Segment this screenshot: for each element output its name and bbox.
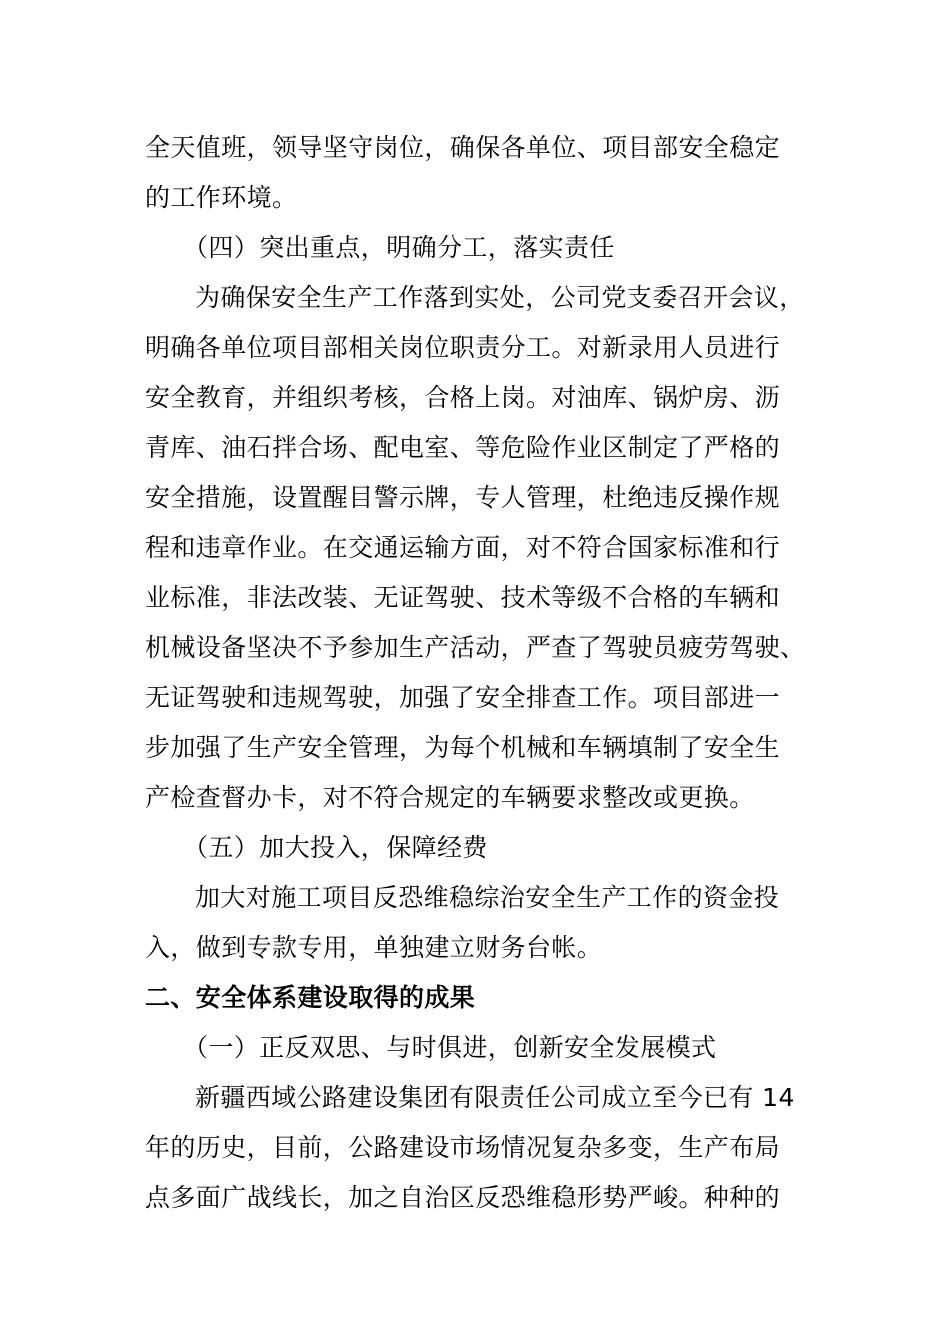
text-line: 年的历史，目前，公路建设市场情况复杂多变，生产布局 <box>145 1133 781 1162</box>
text-line: 的工作环境。 <box>145 183 298 212</box>
section-heading: （四）突出重点，明确分工，落实责任 <box>183 233 615 262</box>
text-line: 机械设备坚决不予参加生产活动，严查了驾驶员疲劳驾驶、 <box>145 633 806 662</box>
paragraph-first-line: 新疆西域公路建设集团有限责任公司成立至今已有 14 <box>195 1083 795 1112</box>
text-line: 无证驾驶和违规驾驶，加强了安全排查工作。项目部进一 <box>145 683 781 712</box>
text-line: 安全措施，设置醒目警示牌，专人管理，杜绝违反操作规 <box>145 483 781 512</box>
section-heading: （五）加大投入，保障经费 <box>183 833 488 862</box>
section-heading: （一）正反双思、与时俱进，创新安全发展模式 <box>183 1033 717 1062</box>
text-line: 步加强了生产安全管理，为每个机械和车辆填制了安全生 <box>145 733 781 762</box>
text-line: 明确各单位项目部相关岗位职责分工。对新录用人员进行 <box>145 333 781 362</box>
text-line: 业标准，非法改装、无证驾驶、技术等级不合格的车辆和 <box>145 583 781 612</box>
text-line: 产检查督办卡，对不符合规定的车辆要求整改或更换。 <box>145 783 755 812</box>
text-line: 青库、油石拌合场、配电室、等危险作业区制定了严格的 <box>145 433 781 462</box>
text-line: 点多面广战线长，加之自治区反恐维稳形势严峻。种种的 <box>145 1183 781 1212</box>
text-line: 入，做到专款专用，单独建立财务台帐。 <box>145 933 603 962</box>
chapter-heading: 二、安全体系建设取得的成果 <box>145 983 476 1012</box>
text-line: 全天值班，领导坚守岗位，确保各单位、项目部安全稳定 <box>145 133 781 162</box>
paragraph-first-line: 为确保安全生产工作落到实处，公司党支委召开会议， <box>195 283 805 312</box>
text-line: 程和违章作业。在交通运输方面，对不符合国家标准和行 <box>145 533 781 562</box>
paragraph-first-line: 加大对施工项目反恐维稳综治安全生产工作的资金投 <box>195 883 780 912</box>
text-line: 安全教育，并组织考核，合格上岗。对油库、锅炉房、沥 <box>145 383 781 412</box>
